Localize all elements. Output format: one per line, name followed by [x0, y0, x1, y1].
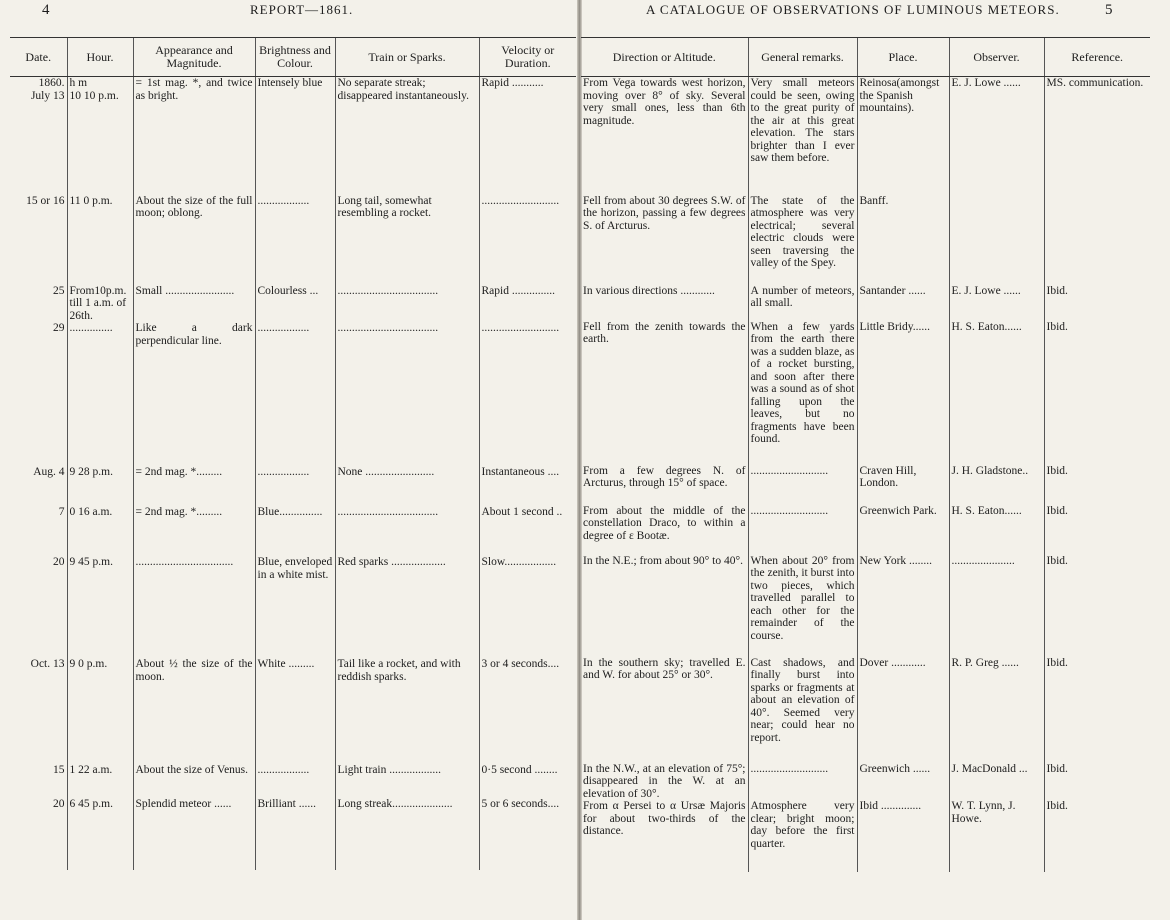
cell-reference: Ibid.	[1044, 321, 1150, 465]
header-reference: Reference.	[1044, 38, 1150, 77]
left-table-row	[10, 764, 576, 798]
header-date: Date.	[10, 38, 67, 77]
cell-place: Ibid ..............	[857, 800, 949, 872]
cell-place: Greenwich ......	[857, 763, 949, 801]
left-table-row	[10, 506, 576, 556]
cell-remarks: Very small meteors could be seen, owing to the great purity of the air at this great elevation. The stars brighter than I ever saw them before.	[748, 77, 857, 195]
cell-train: ...................................	[335, 285, 479, 323]
cell-observer: H. S. Eaton......	[949, 505, 1044, 555]
cell-direction: In the N.E.; from about 90° to 40°.	[583, 554, 743, 567]
cell-direction: In the N.W., at an elevation of 75°; disappeared in the W. at an elevation of 30°.	[583, 762, 746, 800]
cell-reference: Ibid.	[1044, 285, 1150, 321]
right-header-row	[581, 38, 1150, 77]
cell-date: 29	[53, 322, 65, 334]
left-table-row	[10, 466, 576, 506]
cell-train: None ........................	[335, 466, 479, 506]
cell-remarks: When about 20° from the zenith, it burst into two pieces, which travelled parallel to each other for the remainder of the course.	[748, 555, 857, 657]
right-meteor-table	[581, 37, 1150, 872]
cell-brightness: Intensely blue	[255, 77, 335, 195]
cell-reference: Ibid.	[1044, 505, 1150, 555]
cell-observer: R. P. Greg ......	[949, 657, 1044, 763]
cell-remarks: The state of the atmosphere was very electrical; several electric clouds were seen traversing the valley of the Spey.	[748, 195, 857, 285]
cell-appearance: About the size of Venus.	[133, 764, 255, 798]
cell-date: 1860. July 13	[30, 77, 65, 102]
cell-remarks: Atmosphere very clear; bright moon; day before the first quarter.	[748, 800, 857, 872]
cell-reference	[1044, 195, 1150, 285]
cell-remarks: ...........................	[748, 763, 857, 801]
cell-remarks: A number of meteors, all small.	[748, 285, 857, 321]
cell-velocity: Rapid ...........	[479, 77, 576, 195]
cell-direction: From Vega towards west horizon, moving over 8° of sky. Several very small ones, less than 6th magnitude.	[583, 77, 746, 127]
header-brightness: Brightness and Colour.	[255, 38, 335, 77]
header-observer: Observer.	[949, 38, 1044, 77]
cell-velocity: Instantaneous ....	[479, 466, 576, 506]
cell-brightness: Blue...............	[255, 506, 335, 556]
cell-brightness: ..................	[255, 322, 335, 466]
right-table-row	[581, 505, 1150, 555]
cell-reference: MS. communication.	[1044, 77, 1150, 195]
cell-appearance: Like a dark perpendicular line.	[133, 322, 255, 466]
header-place: Place.	[857, 38, 949, 77]
cell-appearance: = 2nd mag. *.........	[133, 466, 255, 506]
cell-brightness: Brilliant ......	[255, 798, 335, 870]
cell-brightness: ..................	[255, 764, 335, 798]
cell-place: Little Bridy......	[857, 321, 949, 465]
cell-observer: H. S. Eaton......	[949, 321, 1044, 465]
cell-observer: E. J. Lowe ......	[949, 285, 1044, 321]
cell-velocity: Slow..................	[479, 556, 576, 658]
cell-place: Banff.	[857, 195, 949, 285]
cell-brightness: ..................	[255, 466, 335, 506]
cell-direction: Fell from the zenith towards the earth.	[583, 320, 746, 345]
cell-hour: 1 22 a.m.	[67, 764, 133, 798]
cell-hour: 0 16 a.m.	[67, 506, 133, 556]
cell-appearance: Splendid meteor ......	[133, 798, 255, 870]
cell-velocity: About 1 second ..	[479, 506, 576, 556]
cell-remarks: When a few yards from the earth there was a sudden blaze, as of a rocket bursting, and soon after there was a sound as of shot falling upon the leaves, but no fragments have been found.	[748, 321, 857, 465]
header-velocity: Velocity or Duration.	[479, 38, 576, 77]
cell-place: Santander ......	[857, 285, 949, 321]
header-train: Train or Sparks.	[335, 38, 479, 77]
right-table-row	[581, 763, 1150, 801]
cell-date: 15	[53, 764, 65, 776]
cell-train: Long streak.....................	[335, 798, 479, 870]
cell-observer: J. MacDonald ...	[949, 763, 1044, 801]
right-table-row	[581, 321, 1150, 465]
cell-place: Reinosa(amongst the Spanish mountains).	[857, 77, 949, 195]
cell-train: Light train ..................	[335, 764, 479, 798]
cell-train: ...................................	[335, 506, 479, 556]
cell-hour: 9 45 p.m.	[67, 556, 133, 658]
right-page-number: 5	[1105, 2, 1113, 18]
left-page-number: 4	[42, 2, 50, 18]
cell-hour: 9 0 p.m.	[67, 658, 133, 764]
cell-reference: Ibid.	[1044, 555, 1150, 657]
cell-velocity: ...........................	[479, 322, 576, 466]
cell-direction: From a few degrees N. of Arcturus, through 15° of space.	[583, 464, 746, 489]
cell-remarks: ...........................	[748, 505, 857, 555]
cell-direction: Fell from about 30 degrees S.W. of the horizon, passing a few degrees S. of Arcturus.	[583, 194, 746, 232]
left-meteor-table	[10, 37, 576, 870]
cell-direction: From α Persei to α Ursæ Majoris for about two-thirds of the distance.	[583, 800, 746, 837]
cell-hour: h m 10 10 p.m.	[67, 77, 133, 195]
cell-date: Aug. 4	[33, 466, 65, 478]
cell-appearance: = 1st mag. *, and twice as bright.	[133, 77, 255, 195]
cell-observer	[949, 195, 1044, 285]
cell-hour: 11 0 p.m.	[67, 195, 133, 285]
cell-place: Craven Hill, London.	[857, 465, 949, 505]
cell-brightness: Blue, enveloped in a white mist.	[255, 556, 335, 658]
cell-observer: J. H. Gladstone..	[949, 465, 1044, 505]
right-table-row	[581, 800, 1150, 872]
cell-brightness: ..................	[255, 195, 335, 285]
cell-date: 15 or 16	[26, 194, 65, 207]
right-table-row	[581, 555, 1150, 657]
cell-reference: Ibid.	[1044, 465, 1150, 505]
left-header-row	[10, 38, 576, 77]
right-table-row	[581, 285, 1150, 321]
cell-date: 25	[53, 284, 65, 297]
cell-brightness: Colourless ...	[255, 285, 335, 323]
cell-place: New York ........	[857, 555, 949, 657]
left-table-row	[10, 285, 576, 323]
header-hour: Hour.	[67, 38, 133, 77]
left-table-row	[10, 195, 576, 285]
cell-direction: From about the middle of the constellation Draco, to within a degree of ε Bootæ.	[583, 504, 746, 542]
cell-appearance: Small ........................	[133, 285, 255, 323]
cell-appearance: ..................................	[133, 556, 255, 658]
left-table-row	[10, 77, 576, 195]
cell-velocity: 0·5 second ........	[479, 764, 576, 798]
left-table-row	[10, 322, 576, 466]
cell-train: No separate streak; disappeared instantaneously.	[335, 77, 479, 195]
cell-velocity: Rapid ...............	[479, 285, 576, 323]
cell-velocity: 5 or 6 seconds....	[479, 798, 576, 870]
cell-direction: In the southern sky; travelled E. and W. for about 25° or 30°.	[583, 656, 746, 681]
cell-train: Tail like a rocket, and with reddish sparks.	[335, 658, 479, 764]
cell-appearance: About the size of the full moon; oblong.	[133, 195, 255, 285]
cell-hour: ...............	[67, 322, 133, 466]
cell-appearance: About ½ the size of the moon.	[133, 658, 255, 764]
cell-velocity: ...........................	[479, 195, 576, 285]
left-table-row	[10, 658, 576, 764]
cell-direction: In various directions ............	[583, 284, 715, 297]
cell-reference: Ibid.	[1044, 800, 1150, 872]
cell-train: Red sparks ...................	[335, 556, 479, 658]
cell-velocity: 3 or 4 seconds....	[479, 658, 576, 764]
right-table-row	[581, 657, 1150, 763]
left-table-row	[10, 798, 576, 870]
cell-date: 7	[58, 506, 65, 518]
left-table-row	[10, 556, 576, 658]
cell-observer: E. J. Lowe ......	[949, 77, 1044, 195]
cell-appearance: = 2nd mag. *.........	[133, 506, 255, 556]
cell-hour: 9 28 p.m.	[67, 466, 133, 506]
cell-place: Dover ............	[857, 657, 949, 763]
cell-train: Long tail, somewhat resembling a rocket.	[335, 195, 479, 285]
right-table-row	[581, 195, 1150, 285]
header-appearance: Appearance and Magnitude.	[133, 38, 255, 77]
right-running-head: A CATALOGUE OF OBSERVATIONS OF LUMINOUS METEORS.	[646, 2, 1060, 17]
cell-date: 20	[53, 556, 65, 568]
right-table-row	[581, 465, 1150, 505]
cell-reference: Ibid.	[1044, 657, 1150, 763]
cell-remarks: Cast shadows, and finally burst into sparks or fragments at about an elevation of 40°. Seemed very near; could hear no report.	[748, 657, 857, 763]
cell-observer: ......................	[949, 555, 1044, 657]
header-remarks: General remarks.	[748, 38, 857, 77]
left-running-head: REPORT—1861.	[250, 2, 354, 17]
right-table-row	[581, 77, 1150, 195]
cell-reference: Ibid.	[1044, 763, 1150, 801]
cell-hour: From10p.m. till 1 a.m. of 26th.	[67, 285, 133, 323]
cell-date: 20	[53, 798, 65, 810]
header-direction: Direction or Altitude.	[581, 38, 748, 77]
cell-remarks: ...........................	[748, 465, 857, 505]
cell-date: Oct. 13	[30, 658, 65, 670]
cell-hour: 6 45 p.m.	[67, 798, 133, 870]
cell-brightness: White .........	[255, 658, 335, 764]
cell-train: ...................................	[335, 322, 479, 466]
cell-place: Greenwich Park.	[857, 505, 949, 555]
cell-observer: W. T. Lynn, J. Howe.	[949, 800, 1044, 872]
